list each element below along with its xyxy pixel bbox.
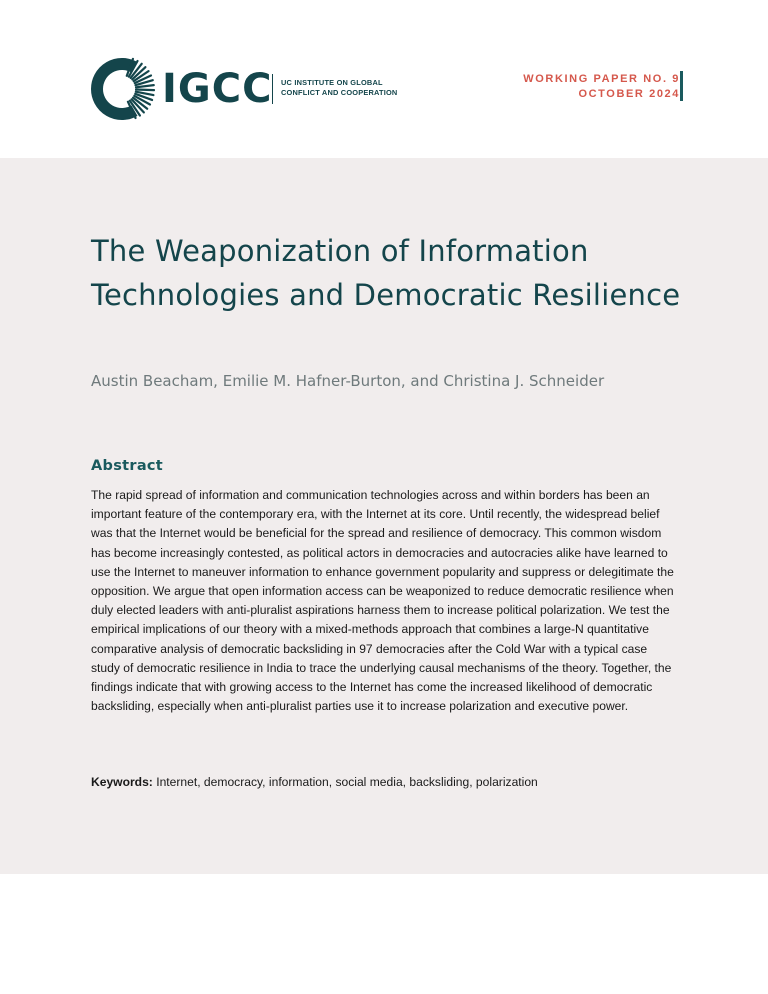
abstract-heading: Abstract <box>91 458 164 474</box>
keywords-label: Keywords: <box>91 775 153 789</box>
logo-wordmark: IGCC <box>162 66 273 112</box>
logo-ray <box>136 89 154 90</box>
logo-ray <box>136 85 154 87</box>
logo-divider <box>272 74 273 104</box>
paper-title: The Weaponization of Information Technologies and Democratic Resilience <box>91 234 681 312</box>
header <box>0 0 768 158</box>
logo-tagline-line1: UC INSTITUTE ON GLOBAL <box>281 78 383 87</box>
abstract-body: The rapid spread of information and communication technologies across and within borders has been an important feature of the contemporary era, with the Internet at its core. Until recently, the widespread belief was that the Internet would be beneficial for the spread and resilience of democracy. This common wisdom has become increasingly contested, as political actors in democracies and autocracies alike have learned to use the Internet to maneuver information to enhance government popularity and suppress or delegitimate the opposition. We argue that open information access can be weaponized to reduce democratic resilience when duly elected leaders with anti-pluralist aspirations harness them to increase political polarization. We test the empirical implications of our theory with a mixed-methods approach that combines a large-N quantitative comparative analysis of democratic backsliding in 97 democracies after the Cold War with a typical case study of democratic resilience in India to trace the underlying causal mechanisms of the theory. Together, the findings indicate that with growing access to the Internet has come the increased likelihood of democratic backsliding, especially when anti-pluralist parties use it to increase polarization and executive power. <box>91 488 674 714</box>
keywords-list: Internet, democracy, information, social media, backsliding, polarization <box>156 775 538 789</box>
paper-authors: Austin Beacham, Emilie M. Hafner-Burton, and Christina J. Schneider <box>91 372 605 390</box>
logo-tagline <box>281 78 397 98</box>
working-paper-info <box>523 72 680 102</box>
series-label: WORKING PAPER NO. 9 <box>523 73 680 85</box>
igcc-logo-icon <box>89 56 155 122</box>
keywords-line <box>91 775 677 789</box>
date-label: OCTOBER 2024 <box>578 88 680 100</box>
logo-center <box>109 76 135 102</box>
accent-bar <box>680 71 683 101</box>
logo-tagline-line2: CONFLICT AND COOPERATION <box>281 88 398 97</box>
